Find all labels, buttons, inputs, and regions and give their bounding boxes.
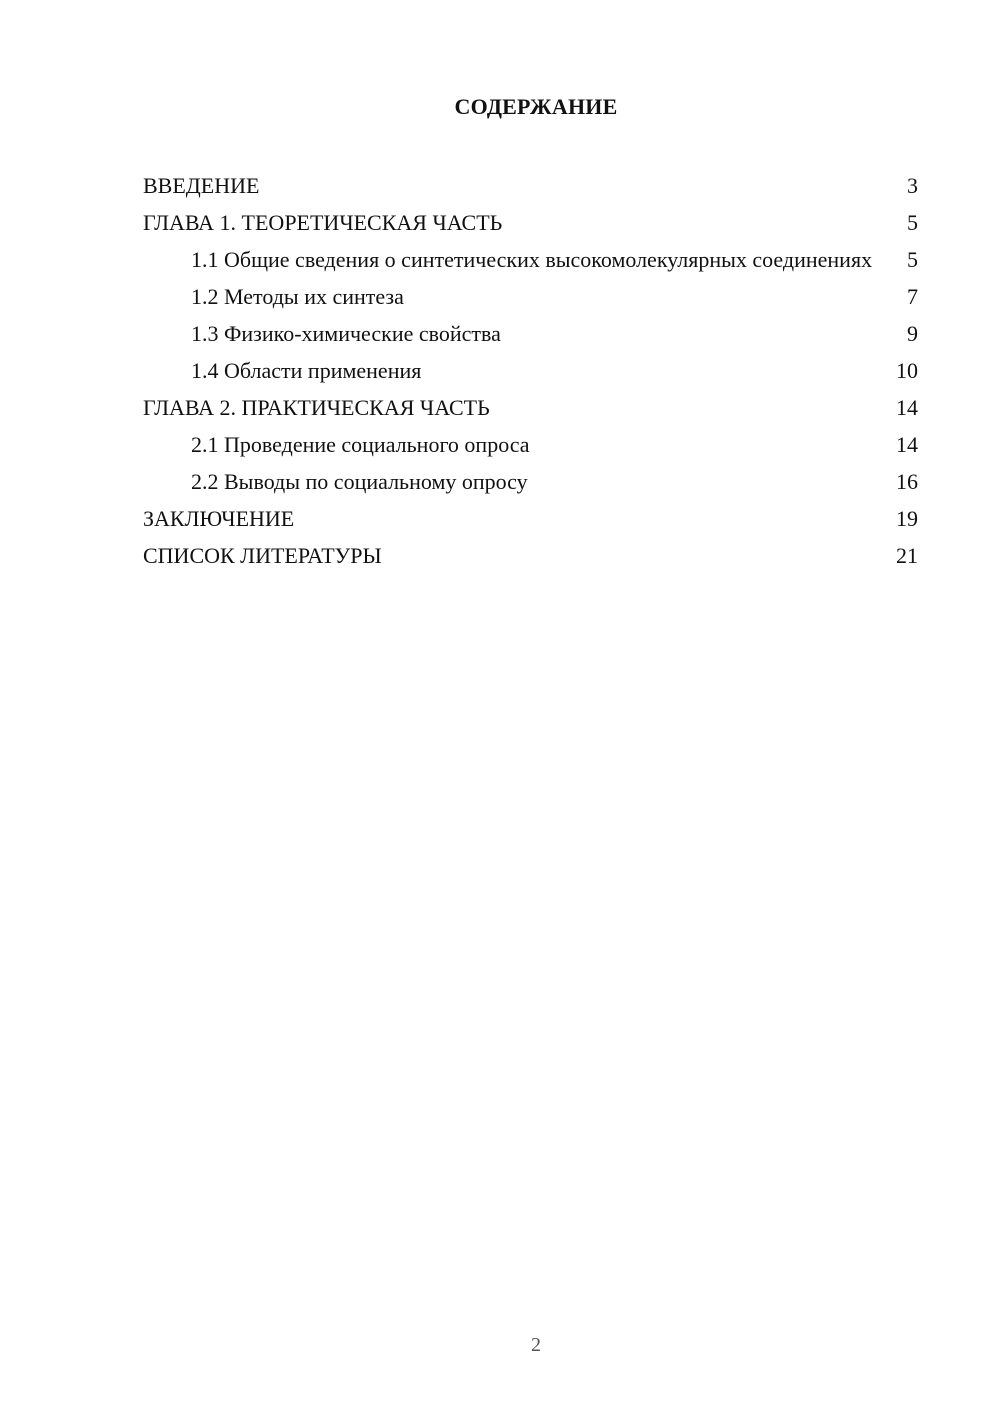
- toc-entry-label: 1.3 Физико-химические свойства: [191, 321, 501, 346]
- toc-entry-section-2-1[interactable]: [143, 426, 918, 463]
- toc-entry-label: СПИСОК ЛИТЕРАТУРЫ: [143, 543, 382, 568]
- toc-entry-chapter-2[interactable]: [143, 389, 918, 426]
- toc-entry-page: 14: [896, 395, 918, 420]
- toc-entry-label: 2.2 Выводы по социальному опросу: [191, 469, 528, 494]
- toc-entry-label: ГЛАВА 2. ПРАКТИЧЕСКАЯ ЧАСТЬ: [143, 395, 490, 420]
- toc-entry-label: ГЛАВА 1. ТЕОРЕТИЧЕСКАЯ ЧАСТЬ: [143, 210, 503, 235]
- toc-entry-page: 14: [896, 432, 918, 457]
- toc-entry-label: ЗАКЛЮЧЕНИЕ: [143, 506, 295, 531]
- toc-entry-page: 21: [896, 543, 918, 568]
- toc-entry-label: 1.4 Области применения: [191, 358, 422, 383]
- toc-entry-section-1-1[interactable]: [143, 241, 918, 278]
- toc-entry-section-1-2[interactable]: [143, 278, 918, 315]
- toc-entry-label: ВВЕДЕНИЕ: [143, 173, 260, 198]
- toc-entry-page: 5: [907, 247, 918, 272]
- toc-entry-page: 10: [896, 358, 918, 383]
- toc-entry-introduction[interactable]: [143, 167, 918, 204]
- toc-entry-references[interactable]: [143, 537, 918, 574]
- toc-entry-section-1-3[interactable]: [143, 315, 918, 352]
- table-of-contents: [143, 167, 918, 574]
- toc-entry-label: 1.1 Общие сведения о синтетических высокомолекулярных соединениях: [191, 247, 873, 272]
- toc-entry-page: 9: [907, 321, 918, 346]
- toc-entry-page: 3: [907, 173, 918, 198]
- page-number: 2: [531, 1334, 541, 1356]
- toc-entry-page: 7: [907, 284, 918, 309]
- toc-entry-chapter-1[interactable]: [143, 204, 918, 241]
- toc-entry-label: 1.2 Методы их синтеза: [191, 284, 404, 309]
- toc-entry-section-2-2[interactable]: [143, 463, 918, 500]
- toc-entry-section-1-4[interactable]: [143, 352, 918, 389]
- toc-entry-conclusion[interactable]: [143, 500, 918, 537]
- toc-entry-page: 5: [907, 210, 918, 235]
- toc-entry-page: 19: [896, 506, 918, 531]
- toc-title: СОДЕРЖАНИЕ: [454, 94, 618, 119]
- toc-entry-label: 2.1 Проведение социального опроса: [191, 432, 530, 457]
- toc-entry-page: 16: [896, 469, 918, 494]
